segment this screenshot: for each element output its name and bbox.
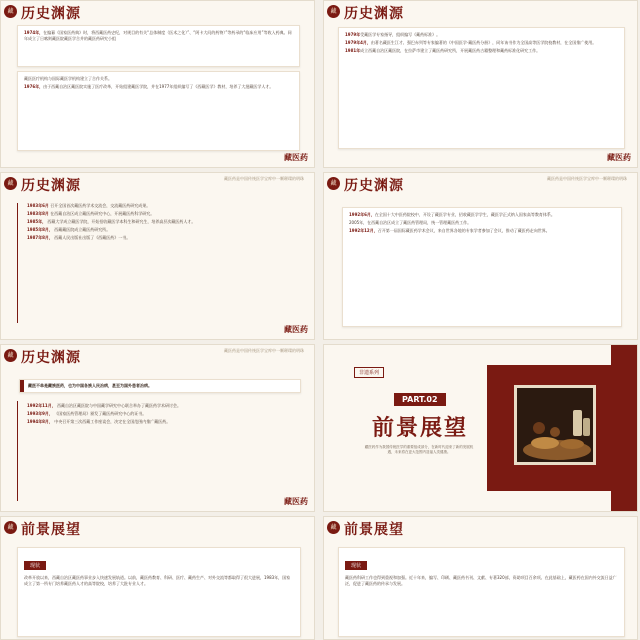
year-label: 1992年11月， (27, 403, 56, 408)
corner-decoration (611, 345, 637, 371)
brand-logo: 藏医药 (284, 152, 308, 162)
year-label: 1979年 (345, 32, 361, 37)
paragraph: 西藏大学成立藏医学院，开始招收藏医学本科生和研究生，培养高层次藏医药人才。 (47, 219, 196, 224)
paragraph: 《国家医药管理局》颁发了藏医药研究中心的证书。 (54, 411, 147, 416)
brand-seal-icon: 藏 (327, 521, 340, 534)
header-band (324, 517, 637, 539)
part-title: 前景展望 (372, 415, 469, 441)
content-card (338, 27, 625, 149)
timeline-line (17, 203, 18, 323)
paragraph: 2005年，在西藏自治区成立了藏医药管理局，统一管理藏医药工作。 (349, 220, 472, 225)
herbs-image-icon (517, 388, 596, 465)
slide-history-5 (0, 344, 315, 512)
slide-title: 前景展望 (21, 522, 81, 538)
paragraph: 召开全国首次藏医药学术交流会，交流藏医药研究成果。 (50, 203, 151, 208)
slide-history-4 (323, 172, 638, 340)
year-label: 1983年8月 (27, 211, 49, 216)
paragraph: 成立西藏自治区藏医院，在拉萨市建立了藏医药研究所，开展藏医药古籍整理和藏药标准化研究工作。 (360, 48, 541, 53)
year-label: 1985年8月， (27, 227, 53, 232)
year-label: 1992年6月， (349, 212, 375, 217)
slide-history-2 (323, 0, 638, 168)
content-card (338, 547, 625, 637)
accent-bar (20, 380, 24, 392)
brand-seal-icon: 藏 (327, 177, 340, 190)
paragraph: 西藏自治区藏医院与中国藏学研究中心联合举办了藏医药学术研讨会。 (56, 403, 181, 408)
header-band (324, 1, 637, 23)
paragraph: 召开第一届国际藏医药学术会议，来自世界各地的专家学者参加了会议，推动了藏医药走向世界。 (377, 228, 550, 233)
year-label: 1992年12月， (349, 228, 378, 233)
tagline: 藏医药是中国传统医学宝库中一颗璀璨的明珠 (547, 176, 627, 181)
slide-part-divider (323, 344, 638, 512)
tagline: 藏医药是中国传统医学宝库中一颗璀璨的明珠 (224, 348, 304, 353)
slide-prospect-1 (0, 516, 315, 640)
section-label: 现状 (345, 561, 367, 570)
paragraph: 藏医医疗机构与国际藏医学机构建立了合作关系。 (24, 76, 112, 81)
slide-history-3 (0, 172, 315, 340)
year-label: 1981年 (345, 48, 361, 53)
corner-decoration (611, 485, 637, 511)
year-label: 1979年4月， (345, 40, 371, 45)
slide-history-1 (0, 0, 315, 168)
brand-logo: 藏医药 (607, 152, 631, 162)
brand-seal-icon: 藏 (4, 177, 17, 190)
brand-seal-icon: 藏 (327, 5, 340, 18)
paragraph: 在西藏自治区成立藏医药研究中心，开展藏医药科学研究。 (50, 211, 155, 216)
part-description: 藏医药作为我国传统医学的重要组成部分，在新时代迎来了新的发展机遇，未来将在更大范围内造福人类健康。 (364, 445, 474, 454)
year-label: 1987年8月， (27, 235, 53, 240)
slide-title: 历史渊源 (21, 350, 81, 366)
paragraph: 西藏人民出版社出版了《西藏医药》一书。 (54, 235, 131, 240)
slide-title: 历史渊源 (21, 6, 81, 22)
year-label: 1974年， (24, 30, 44, 35)
timeline-line (17, 401, 18, 501)
header-band (1, 345, 314, 367)
slide-prospect-2 (323, 516, 638, 640)
brand-logo: 藏医药 (284, 324, 308, 334)
slide-title: 前景展望 (344, 522, 404, 538)
slide-title: 历史渊源 (21, 178, 81, 194)
intro-card (19, 379, 301, 393)
year-label: 1993年9月， (27, 411, 53, 416)
year-label: 1994年8月， (27, 419, 53, 424)
paragraph: 藏医药科研工作也得到重视和加强。近十年来，编写、印刷、藏医药书刊、文献、专著320部，资助项目百余项。在此基础上，藏医药在国内外交流日益广泛，促进了藏医药的传承与发展。 (345, 575, 617, 586)
slide-title: 历史渊源 (344, 178, 404, 194)
brand-seal-icon: 藏 (4, 349, 17, 362)
paragraph: 改革开放以来，西藏自治区藏医药事业步入快速发展轨道。以前，藏医药教育、科研、医疗、藏药生产、对外交流等都取得了很大进展，1983年，国家成立了第一所专门培养藏医药人才的高等院校，培养了大批专业人才。 (24, 575, 291, 586)
brand-seal-icon: 藏 (4, 5, 17, 18)
herbal-medicine-photo (514, 385, 596, 465)
year-label: 1985年， (27, 219, 47, 224)
year-label: 1976年， (24, 84, 44, 89)
section-label: 现状 (24, 561, 46, 570)
content-card (17, 25, 300, 67)
paragraph: 由于西藏自治区藏医院实施了医疗改革，开始组建藏医学院，并在1977年组织编写了《西藏医学》教材，培养了大批藏医学人才。 (43, 84, 274, 89)
brand-logo: 藏医药 (284, 496, 308, 506)
paragraph: 受藏医学专家指导，组织编写《藏药标准》。 (360, 32, 441, 37)
header-band (1, 517, 314, 539)
timeline-list (27, 403, 302, 427)
tagline: 藏医药是中国传统医学宝库中一颗璀璨的明珠 (224, 176, 304, 181)
content-card (17, 71, 300, 151)
slide-title: 历史渊源 (344, 6, 404, 22)
part-number: PART.02 (394, 393, 446, 406)
series-tag: 非遗系列 (354, 367, 384, 378)
paragraph: 中央召开第三次西藏工作座谈会，决定在全国范围内推广藏医药。 (54, 419, 171, 424)
content-card (342, 207, 622, 327)
header-band (1, 173, 314, 195)
paragraph: 在编纂《国家医药典》时，将西藏医药史纪，对规目的有关“总体制度（医术之化）”、“阿卡大问的药物）”等药录的“临床应用”等收入药典。同年成立了日喀则藏医院藏医学合并的藏医药研究小组 (24, 30, 292, 41)
paragraph: 西藏藏医院成立藏医药研究所。 (54, 227, 111, 232)
paragraph: 由著名藏医生江才、强巴赤列等专家编著的《中国医学·藏医药分册》，同年该书作为全国高等医学院校教材，在全国推广使用。 (370, 40, 597, 45)
content-card (17, 547, 301, 637)
intro-text: 藏医不单是藏族医药，也为中国各族人民治病，甚至为国外患者治病。 (28, 383, 152, 388)
timeline-list (27, 203, 302, 243)
header-band (324, 173, 637, 195)
year-label: 1983年6月 (27, 203, 49, 208)
brand-seal-icon: 藏 (4, 521, 17, 534)
paragraph: 在全国十大中医药院校中，开设了藏医学专业，招收藏医学学生，藏医学正式纳入国家高等教育体系。 (374, 212, 555, 217)
header-band (1, 1, 314, 23)
